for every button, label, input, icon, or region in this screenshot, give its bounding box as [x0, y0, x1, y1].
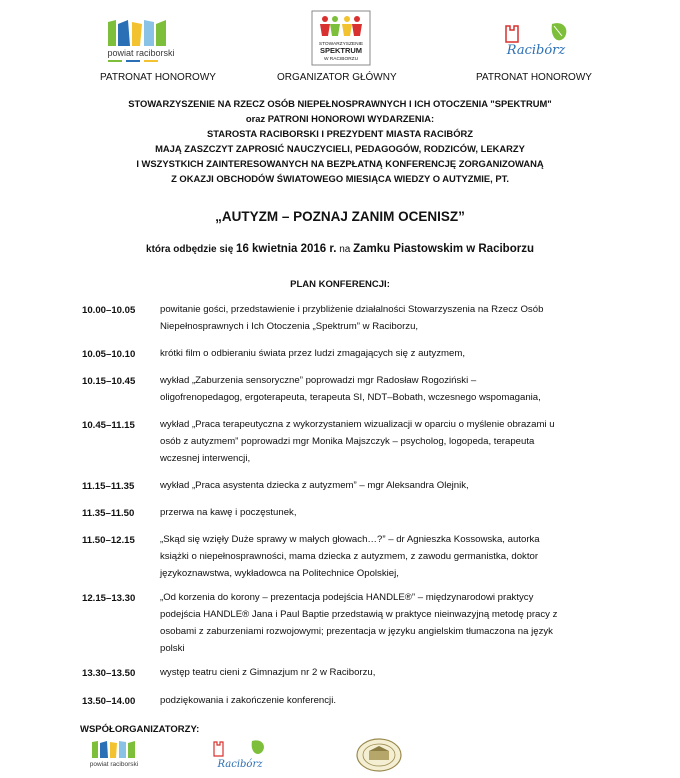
schedule-desc — [160, 589, 605, 657]
schedule-time: 11.35–11.50 — [82, 508, 135, 519]
intro-line: oraz PATRONI HONOROWI WYDARZENIA: — [245, 113, 435, 124]
schedule-desc — [160, 692, 605, 709]
patronat-right-label: PATRONAT HONOROWY — [476, 72, 592, 83]
intro-line: MAJĄ ZASZCZYT ZAPROSIĆ NAUCZYCIELI, PEDAGOGÓW, RODZICÓW, LEKARZY — [155, 143, 525, 154]
powiat-logo-text: powiat raciborski — [107, 48, 175, 58]
schedule-time: 12.15–13.30 — [82, 593, 136, 604]
schedule-desc-line: książki o niepełnosprawności, mama dziecka z autyzmem, z zawodu germanistka, doktor — [160, 551, 539, 562]
schedule-desc-line: wczesnej interwencji, — [160, 453, 251, 464]
schedule-time: 10.45–11.15 — [82, 420, 135, 431]
schedule-desc-line: osób z autyzmem” poprowadzi mgr Monika Majszczyk – psycholog, logopeda, terapeuta — [160, 436, 535, 447]
powiat-small-logo-text: powiat raciborski — [89, 761, 139, 768]
schedule-time: 10.15–10.45 — [82, 376, 136, 387]
schedule-desc — [160, 531, 605, 582]
schedule-desc-line: występ teatru cieni z Gimnazjum nr 2 w Raciborzu, — [160, 667, 376, 678]
conference-title: „AUTYZM – POZNAJ ZANIM OCENISZ” — [215, 209, 465, 224]
intro-line: Z OKAZJI OBCHODÓW ŚWIATOWEGO MIESIĄCA WIEDZY O AUTYZMIE, PT. — [171, 173, 509, 184]
plan-title: PLAN KONFERENCJI: — [290, 279, 390, 290]
schedule-desc-line: przerwa na kawę i poczęstunek, — [160, 507, 297, 518]
schedule-desc-line: językoznawstwa, wykładowca na Politechnice Opolskiej, — [160, 568, 399, 579]
raciborz-logo-text: Racibórz — [506, 43, 566, 58]
schedule-desc-line: podejścia HANDLE® Jana i Paul Baptie przedstawią w praktyce nieinwazyjną metodę pracy z — [160, 609, 558, 620]
spektrum-logo-line2: SPEKTRUM — [319, 46, 363, 55]
schedule-desc — [160, 345, 605, 362]
schedule-desc-line: wykład „Praca asystenta dziecka z autyzmem” – mgr Aleksandra Olejnik, — [160, 480, 469, 491]
spektrum-logo — [311, 10, 371, 66]
schedule-desc-line: podziękowania i zakończenie konferencji. — [160, 695, 336, 706]
schedule-time: 10.05–10.10 — [82, 349, 136, 360]
coorganizers-label: WSPÓŁORGANIZATORZY: — [80, 724, 200, 735]
raciborz-logo — [502, 20, 574, 60]
schedule-desc — [160, 664, 605, 681]
schedule-time: 11.15–11.35 — [82, 481, 135, 492]
spektrum-logo-line1: STOWARZYSZENIE — [318, 42, 364, 47]
date-line-mid: na — [336, 244, 354, 255]
schedule-desc-line: osobami z zaburzeniami rozwojowymi; prezentacja w języku angielskim tłumaczona na język — [160, 626, 553, 637]
powiat-raciborski-small-logo — [86, 740, 146, 772]
schedule-desc-line: polski — [160, 643, 185, 654]
schedule-desc-line: oligofrenopedagog, ergoterapeuta, terapeuta SI, NDT–Bobath, wczesnego wspomagania, — [160, 392, 541, 403]
schedule-desc-line: krótki film o odbieraniu świata przez ludzi zmagających się z autyzmem, — [160, 348, 465, 359]
conference-date: 16 kwietnia 2016 r. — [236, 243, 337, 255]
intro-line: I WSZYSTKICH ZAINTERESOWANYCH NA BEZPŁATNĄ KONFERENCJĘ ZORGANIZOWANĄ — [136, 158, 544, 169]
raciborz-small-logo — [212, 738, 272, 772]
schedule-desc — [160, 372, 605, 406]
schedule-desc-line: powitanie gości, przedstawienie i przybliżenie działalności Stowarzyszenia na Rzecz Osób — [160, 304, 544, 315]
spektrum-logo-line3: W RACIBORZU — [323, 57, 359, 62]
powiat-raciborski-logo — [96, 16, 186, 66]
date-line-pre: która odbędzie się — [146, 244, 237, 255]
schedule-desc-line: „Skąd się wzięły Duże sprawy w małych głowach…?” – dr Agnieszka Kossowska, autorka — [160, 534, 540, 545]
conference-place: Zamku Piastowskim w Raciborzu — [353, 243, 534, 255]
raciborz-small-logo-text: Racibórz — [217, 759, 263, 770]
schedule-time: 11.50–12.15 — [82, 535, 135, 546]
schedule-desc — [160, 477, 605, 494]
schedule-time: 13.30–13.50 — [82, 668, 136, 679]
intro-line: STOWARZYSZENIE NA RZECZ OSÓB NIEPEŁNOSPRAWNYCH I ICH OTOCZENIA "SPEKTRUM" — [128, 98, 552, 109]
schedule-desc — [160, 416, 605, 467]
schedule-desc-line: wykład „Zaburzenia sensoryczne” poprowadzi mgr Radosław Rogoziński – — [160, 375, 477, 386]
schedule-desc-line: Niepełnosprawnych i Ich Otoczenia „Spektrum” w Raciborzu, — [160, 321, 419, 332]
school-emblem-logo — [355, 737, 403, 773]
schedule-desc-line: wykład „Praca terapeutyczna z wykorzystaniem wizualizacji w oparciu o myślenie obrazami u — [160, 419, 555, 430]
schedule-desc — [160, 504, 605, 521]
intro-line: STAROSTA RACIBORSKI I PREZYDENT MIASTA RACIBÓRZ — [207, 128, 473, 139]
date-line — [0, 243, 680, 255]
schedule-time: 13.50–14.00 — [82, 696, 136, 707]
patronat-left-label: PATRONAT HONOROWY — [100, 72, 216, 83]
schedule-time: 10.00–10.05 — [82, 305, 136, 316]
schedule-desc — [160, 301, 605, 335]
schedule-desc-line: „Od korzenia do korony – prezentacja podejścia HANDLE®” – międzynarodowi praktycy — [160, 592, 534, 603]
organizator-label: ORGANIZATOR GŁÓWNY — [277, 72, 397, 83]
